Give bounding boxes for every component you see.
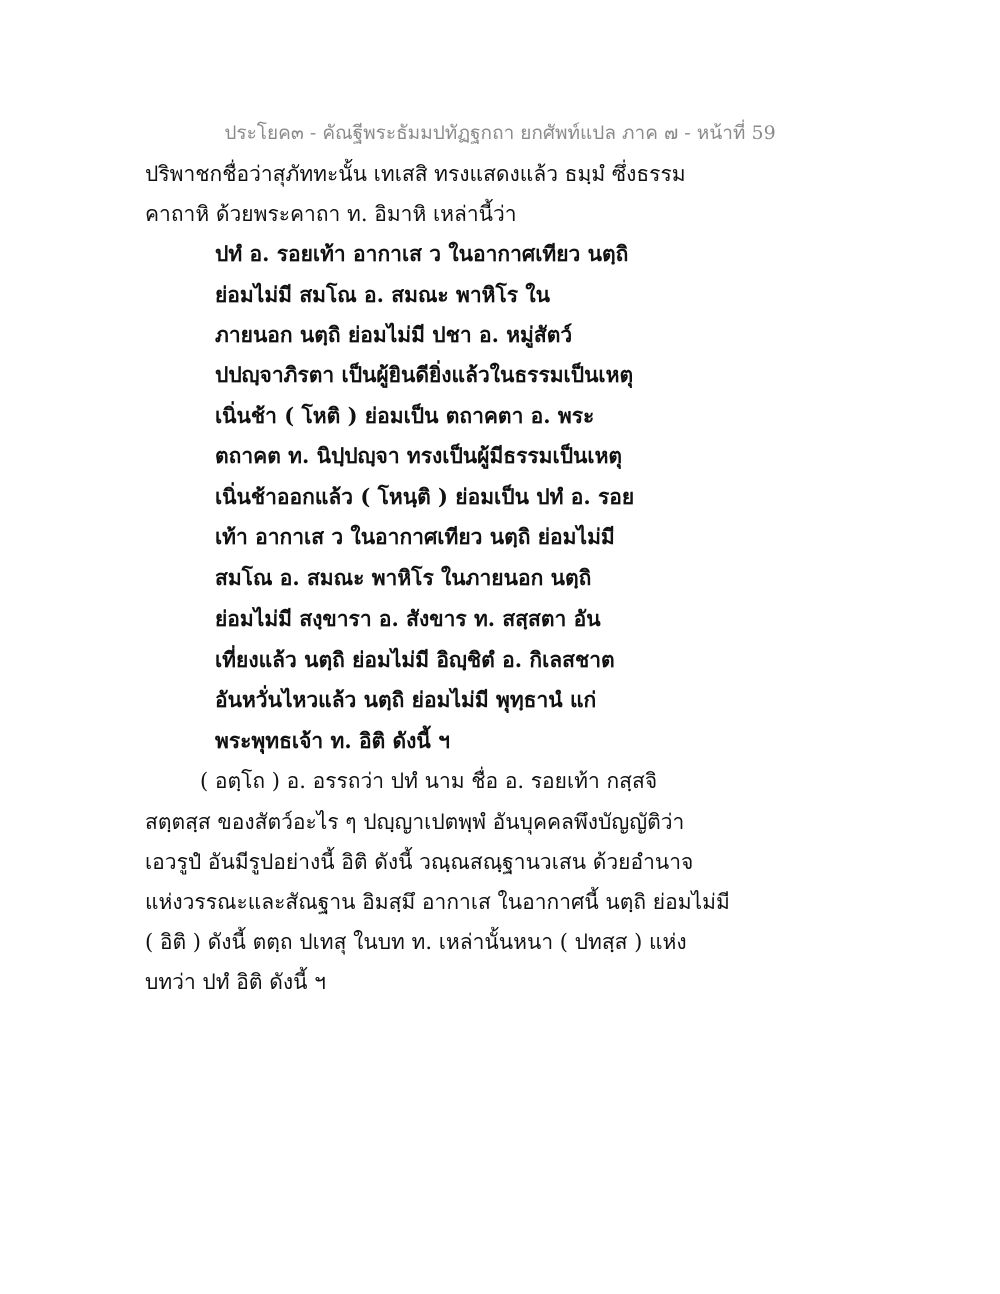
intro-line: ปริพาชกชื่อว่าสุภัททะนั้น เทเสสิ ทรงแสดงแล้ว ธมฺมํ ซึ่งธรรม (145, 162, 686, 186)
verse-line: ย่อมไม่มี สมโณ อ. สมณะ พาหิโร ใน (215, 282, 550, 307)
verse-line: อันหวั่นไหวแล้ว นตฺถิ ย่อมไม่มี พุทฺธานํ แก่ (215, 687, 597, 712)
verse-line: ปปญฺจาภิรตา เป็นผู้ยินดียิ่งแล้วในธรรมเป็นเหตุ (215, 362, 634, 387)
commentary-line: ( อตฺโถ ) อ. อรรถว่า ปทํ นาม ชื่อ อ. รอยเท้า กสฺสจิ (200, 769, 658, 793)
verse-line: ปทํ อ. รอยเท้า อากาเส ว ในอากาศเทียว นตฺถิ (215, 241, 629, 266)
verse-line: พระพุทธเจ้า ท. อิติ ดังนี้ ฯ (215, 728, 450, 753)
verse-line: เนิ่นช้าออกแล้ว ( โหนฺติ ) ย่อมเป็น ปทํ อ. รอย (215, 484, 635, 509)
verse-line: เนิ่นช้า ( โหติ ) ย่อมเป็น ตถาคตา อ. พระ (215, 403, 595, 428)
commentary-line: เอวรูปํ อันมีรูปอย่างนี้ อิติ ดังนี้ วณฺณสณฺฐานวเสน ด้วยอำนาจ (145, 850, 694, 874)
verse-line: ตถาคต ท. นิปฺปญฺจา ทรงเป็นผู้มีธรรมเป็นเหตุ (215, 443, 623, 468)
page-header (0, 118, 1000, 148)
verse-line: ภายนอก นตฺถิ ย่อมไม่มี ปชา อ. หมู่สัตว์ (215, 322, 573, 347)
verse-line: เท้า อากาเส ว ในอากาศเทียว นตฺถิ ย่อมไม่มี (215, 524, 615, 549)
commentary-line: สตฺตสฺส ของสัตว์อะไร ๆ ปญฺญาเปตพฺพํ อันบุคคลพึงบัญญัติว่า (145, 810, 685, 834)
commentary-line: ( อิติ ) ดังนี้ ตตฺถ ปเทสุ ในบท ท. เหล่านั้นหนา ( ปทสฺส ) แห่ง (145, 930, 687, 954)
intro-line: คาถาหิ ด้วยพระคาถา ท. อิมาหิ เหล่านี้ว่า (145, 202, 517, 226)
commentary-line: แห่งวรรณะและสัณฐาน อิมสฺมึ อากาเส ในอากาศนี้ นตฺถิ ย่อมไม่มี (145, 890, 730, 914)
verse-line: ย่อมไม่มี สงฺขารา อ. สังขาร ท. สสฺสตา อัน (215, 606, 601, 631)
verse-line: สมโณ อ. สมณะ พาหิโร ในภายนอก นตฺถิ (215, 565, 592, 590)
verse-line: เที่ยงแล้ว นตฺถิ ย่อมไม่มี อิญฺชิตํ อ. กิเลสชาต (215, 647, 615, 672)
page-header-text: ประโยค๓ - คัณฐีพระธัมมปทัฏฐกถา ยกศัพท์แปล ภาค ๗ - หน้าที่ 59 (224, 122, 776, 144)
commentary-line: บทว่า ปทํ อิติ ดังนี้ ฯ (145, 970, 326, 994)
